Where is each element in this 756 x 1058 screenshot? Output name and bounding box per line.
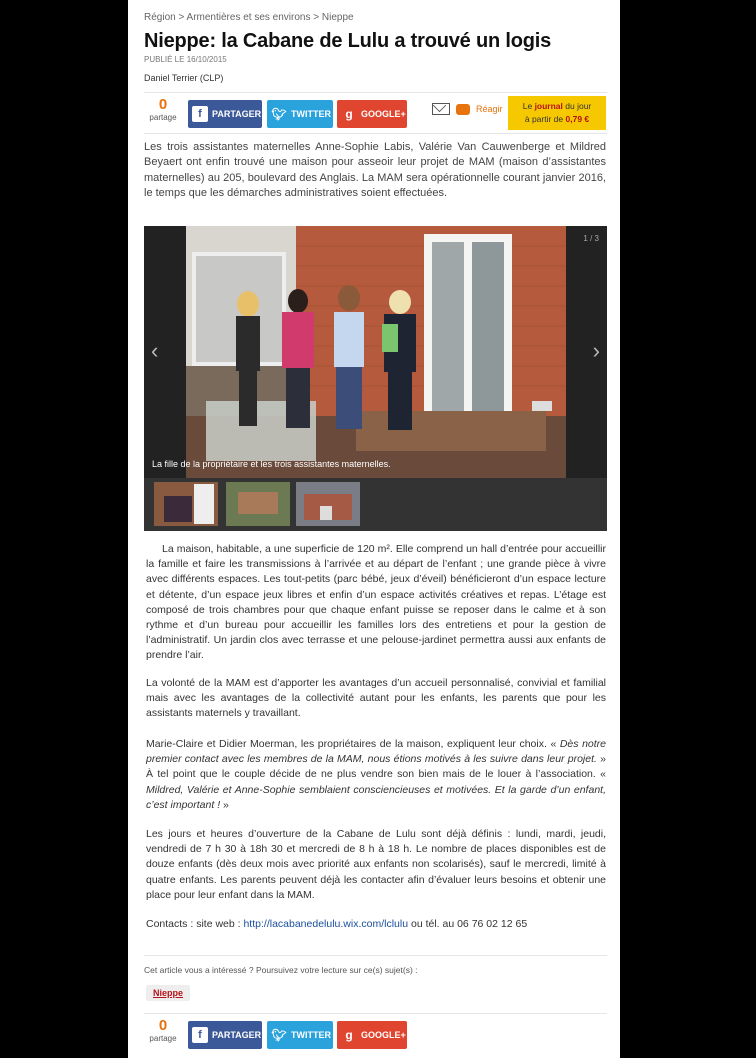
gallery-thumbnail[interactable] [154,482,218,526]
promo-price-prefix: à partir de [524,114,566,124]
twitter-share-label: TWITTER [291,1030,331,1040]
google-plus-share-button[interactable] [337,1021,407,1049]
google-plus-share-label: GOOGLE+ [361,1030,406,1040]
promo-brand: journal [534,101,563,111]
paragraph-text [146,737,606,813]
article-paragraph [146,827,606,903]
gallery-counter: 1 / 3 [583,234,599,243]
article-paragraph [146,737,606,813]
thumbnail-image [226,482,290,526]
contacts-suffix: ou tél. au 06 76 02 12 65 [408,918,528,930]
facebook-share-button[interactable] [188,1021,262,1049]
author: Daniel Terrier (CLP) [144,73,224,83]
body-background [128,536,142,1058]
paragraph-text: La maison, habitable, a une superficie de 120 m². Elle comprend un hall d’entrée pour accueillir la famille et faire les transmissions à l’arrivée et au départ de l’enfant ; une grande pièce à vivre avec différents espaces. Les tout-petits (parc bébé, jeux d’éveil) bénéficieront d’un espace lecture et détente, d’un espace jeux libres et enfin d’un espace activités créatives et repas. L’étage est composé de trois chambres pour que chaque enfant puisse se reposer dans le calme et à son rythme et d’un bureau pour accueillir les familles lors des entretiens et pour la gestion de l’administratif. Un jardin clos avec terrasse et une pelouse-jardinet permettra aussi aux enfants de prendre l’air. [146,543,606,662]
thumbnail-image [154,482,218,526]
page-title: Nieppe: la Cabane de Lulu a trouvé un logis [144,30,552,52]
facebook-icon: f [192,106,208,122]
share-count-label: partage [149,113,177,122]
gallery-caption: La fille de la propriétaire et les trois assistantes maternelles. [152,459,391,469]
share-count-number: 0 [158,96,168,113]
quote: Mildred, Valérie et Anne-Sophie semblaient consciencieuses et motivées. Et la garde d’un enfant, c’est important ! [146,783,606,811]
gallery-prev-arrow[interactable]: ‹ [151,338,159,363]
gallery-thumbnail[interactable] [226,482,290,526]
follow-topic-text: Cet article vous a intéressé ? Poursuivez votre lecture sur ce(s) sujet(s) : [144,965,418,975]
house-photo-illustration [186,226,566,478]
share-count-label: partage [149,1034,177,1043]
quote: Dès notre premier contact avec les membres de la MAM, nous étions motivés à les suivre dans leur projet. [146,738,606,766]
google-plus-icon: g [345,107,353,121]
promo-suffix: du jour [562,101,592,111]
gallery-thumbnail[interactable] [296,482,360,526]
twitter-icon: 🐦︎ [271,107,287,121]
promo-price: 0,79 € [565,114,590,124]
google-plus-icon: g [345,1028,353,1042]
share-bar-bottom [144,1013,607,1054]
mail-icon [432,103,450,115]
twitter-share-button[interactable] [267,1021,333,1049]
divider [144,955,607,956]
newspaper-promo[interactable] [508,96,606,130]
thumbnail-image [296,482,360,526]
comment-bubble-icon [456,104,470,115]
website-link[interactable]: http://lacabanedelulu.wix.com/lclulu [243,918,409,930]
twitter-icon: 🐦︎ [271,1028,287,1042]
google-plus-share-button[interactable] [337,100,407,128]
paragraph-text [146,917,606,932]
paragraph-text: La volonté de la MAM est d’apporter les avantages d’un accueil personnalisé, convivial et familial mais avec les avantages de la collectivité autant pour les enfants, les parents que pour les assistants maternels y travaillant. [146,677,606,720]
google-plus-share-label: GOOGLE+ [361,109,406,119]
paragraph-segment: Marie-Claire et Didier Moerman, les propriétaires de la maison, expliquent leur choix. « [146,738,560,750]
contacts-paragraph [146,917,606,932]
breadcrumb[interactable]: Région > Armentières et ses environs > Nieppe [144,12,354,23]
contacts-prefix: Contacts : site web : [146,918,244,930]
share-bar-top [144,92,607,134]
gallery-thumbnails [144,478,607,531]
gallery-next-arrow[interactable]: › [592,338,600,363]
paragraph-text: Les jours et heures d’ouverture de la Cabane de Lulu sont déjà définis : lundi, mardi, jeudi, vendredi de 7 h 30 à 18h 30 et mercredi de 8 h à 18 h. Le nombre de places disponibles est de douze enfants (dès deux mois avec priorité aux enfants non scolarisés), sauf le mercredi, limité à quatre enfants. Les parents peuvent déjà les contacter afin d’évaluer leurs besoins et obtenir une place pour leur enfant dans la MAM. [146,828,606,901]
share-count [146,1018,180,1043]
gallery-main-photo[interactable] [186,226,566,478]
article-paragraph [146,542,606,664]
share-count [146,97,180,122]
facebook-share-button[interactable] [188,100,262,128]
facebook-share-label: PARTAGER [212,1030,262,1040]
twitter-share-button[interactable] [267,100,333,128]
publish-date: PUBLIÉ LE 16/10/2015 [144,55,227,64]
twitter-share-label: TWITTER [291,109,331,119]
topic-tag-nieppe[interactable]: Nieppe [146,985,190,1001]
paragraph-segment: » [220,798,229,811]
paragraph-segment: » À tel point que le couple décide de ne plus vendre son bien mais de le louer à l’association. « [146,753,606,781]
react-label: Réagir [476,104,503,114]
article-paragraph [146,676,606,722]
facebook-share-label: PARTAGER [212,109,262,119]
photo-gallery [144,226,607,531]
article-lead: Les trois assistantes maternelles Anne-Sophie Labis, Valérie Van Cauwenberge et Mildred Beyaert ont enfin trouvé une maison pour asseoir leur projet de MAM (maison d’assistantes maternelles) au 205, boulevard des Anglais. La MAM sera opérationnelle courant janvier 2016, le temps que les démarches administratives soient effectuées. [144,141,606,200]
react-button[interactable] [432,103,503,115]
share-count-number: 0 [158,1017,168,1034]
facebook-icon: f [192,1027,208,1043]
promo-prefix: Le [522,101,535,111]
